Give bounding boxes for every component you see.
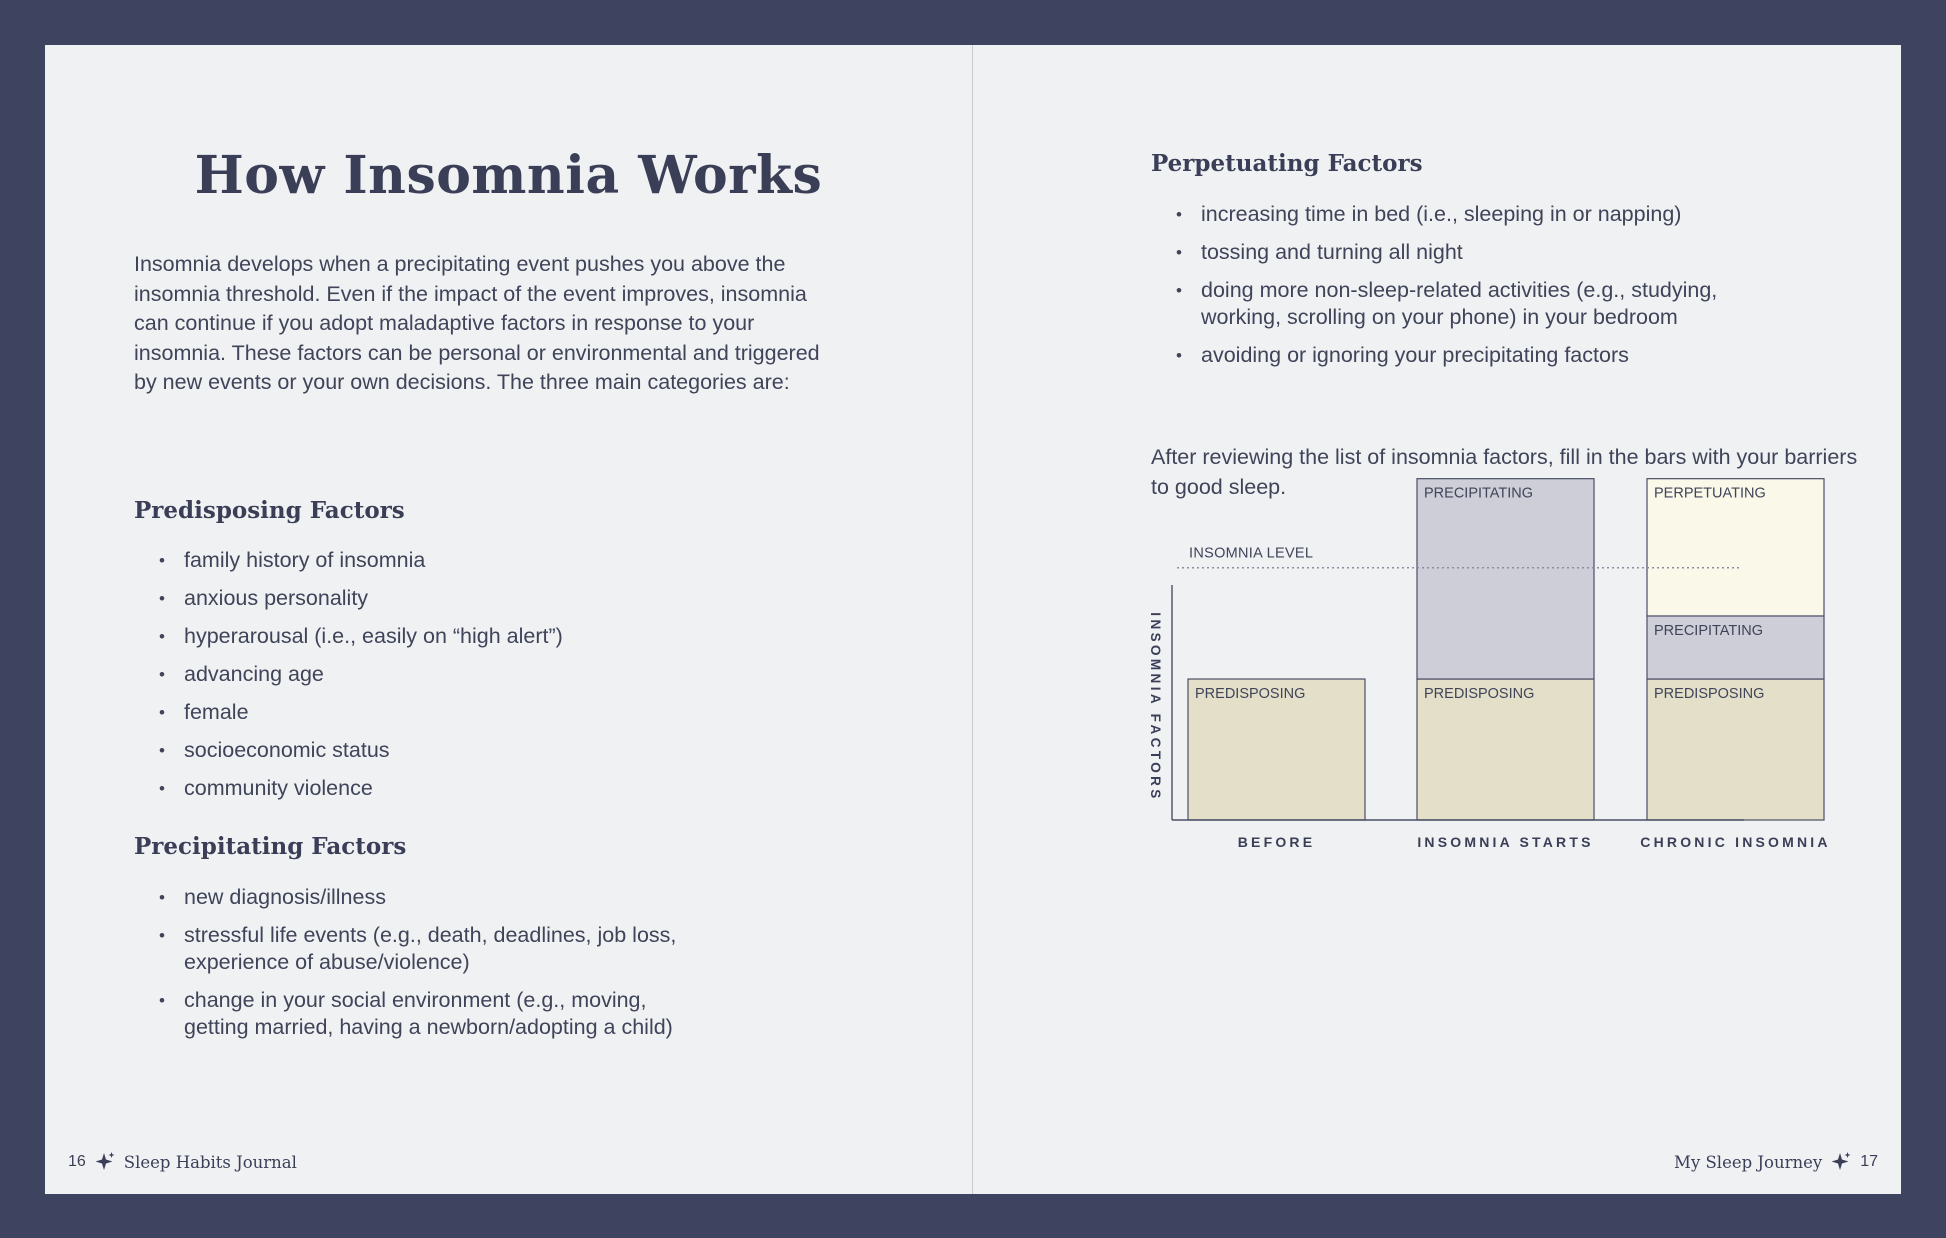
list-item: • socioeconomic status bbox=[159, 737, 799, 764]
bar-label: PREDISPOSING bbox=[1424, 686, 1535, 703]
intro-paragraph: Insomnia develops when a precipitating event pushes you above the insomnia threshold. Even if the impact of the event improves, insomnia can continue if you adopt maladaptive factors in response to your insomnia. These factors can be personal or environmental and triggered by new events or your own decisions. The three main categories are: bbox=[134, 252, 820, 394]
x-tick-label: CHRONIC INSOMNIA bbox=[1640, 834, 1831, 850]
left-page bbox=[45, 45, 972, 1194]
sparkle-icon bbox=[94, 1151, 116, 1173]
left-footer bbox=[68, 1151, 297, 1173]
list-item: • hyperarousal (i.e., easily on “high alert”) bbox=[159, 623, 799, 650]
list-item: • female bbox=[159, 699, 799, 726]
list-item: • tossing and turning all night bbox=[1176, 239, 1736, 266]
right-footer bbox=[1674, 1151, 1878, 1173]
bar-label: PREDISPOSING bbox=[1654, 686, 1765, 703]
list-item: • new diagnosis/illness bbox=[159, 884, 699, 911]
bar-label: PRECIPITATING bbox=[1424, 485, 1534, 502]
insomnia-level-label: INSOMNIA LEVEL bbox=[1189, 545, 1314, 562]
page-title: How Insomnia Works bbox=[194, 145, 823, 206]
list-item: • anxious personality bbox=[159, 585, 799, 612]
bar-label: PERPETUATING bbox=[1654, 485, 1766, 502]
precipitating-heading: Precipitating Factors bbox=[134, 833, 407, 860]
chart-instructions: After reviewing the list of insomnia factors, fill in the bars with your barriers to good sleep. bbox=[1151, 445, 1858, 499]
right-page bbox=[973, 45, 1901, 1194]
page-number: 17 bbox=[1860, 1153, 1878, 1170]
list-item: • change in your social environment (e.g., moving, getting married, having a newborn/adopting a child) bbox=[159, 987, 699, 1041]
bar-label: PREDISPOSING bbox=[1195, 686, 1306, 703]
list-item: • doing more non-sleep-related activities (e.g., studying, working, scrolling on your phone) in your bedroom bbox=[1176, 277, 1736, 331]
page-number: 16 bbox=[68, 1153, 86, 1170]
insomnia-factors-chart bbox=[973, 45, 1901, 1194]
y-axis-label: INSOMNIA FACTORS bbox=[1148, 612, 1163, 802]
list-item: • family history of insomnia bbox=[159, 547, 799, 574]
precipitating-list bbox=[159, 884, 699, 1041]
list-item: • stressful life events (e.g., death, deadlines, job loss, experience of abuse/violence) bbox=[159, 922, 699, 976]
book-spread bbox=[45, 45, 1901, 1194]
predisposing-list bbox=[159, 547, 799, 802]
list-item: • avoiding or ignoring your precipitating factors bbox=[1176, 342, 1736, 369]
list-item: • increasing time in bed (i.e., sleeping in or napping) bbox=[1176, 201, 1736, 228]
perpetuating-heading: Perpetuating Factors bbox=[1151, 150, 1423, 177]
book-title: My Sleep Journey bbox=[1674, 1152, 1823, 1172]
sparkle-icon bbox=[1830, 1151, 1852, 1173]
predisposing-heading: Predisposing Factors bbox=[134, 497, 405, 524]
list-item: • advancing age bbox=[159, 661, 799, 688]
x-tick-label: INSOMNIA STARTS bbox=[1417, 834, 1594, 850]
bar-label: PRECIPITATING bbox=[1654, 622, 1764, 639]
list-item: • community violence bbox=[159, 775, 799, 802]
x-tick-label: BEFORE bbox=[1237, 834, 1316, 850]
bar-segment-precipitating bbox=[1417, 479, 1594, 679]
book-title: Sleep Habits Journal bbox=[123, 1152, 297, 1172]
